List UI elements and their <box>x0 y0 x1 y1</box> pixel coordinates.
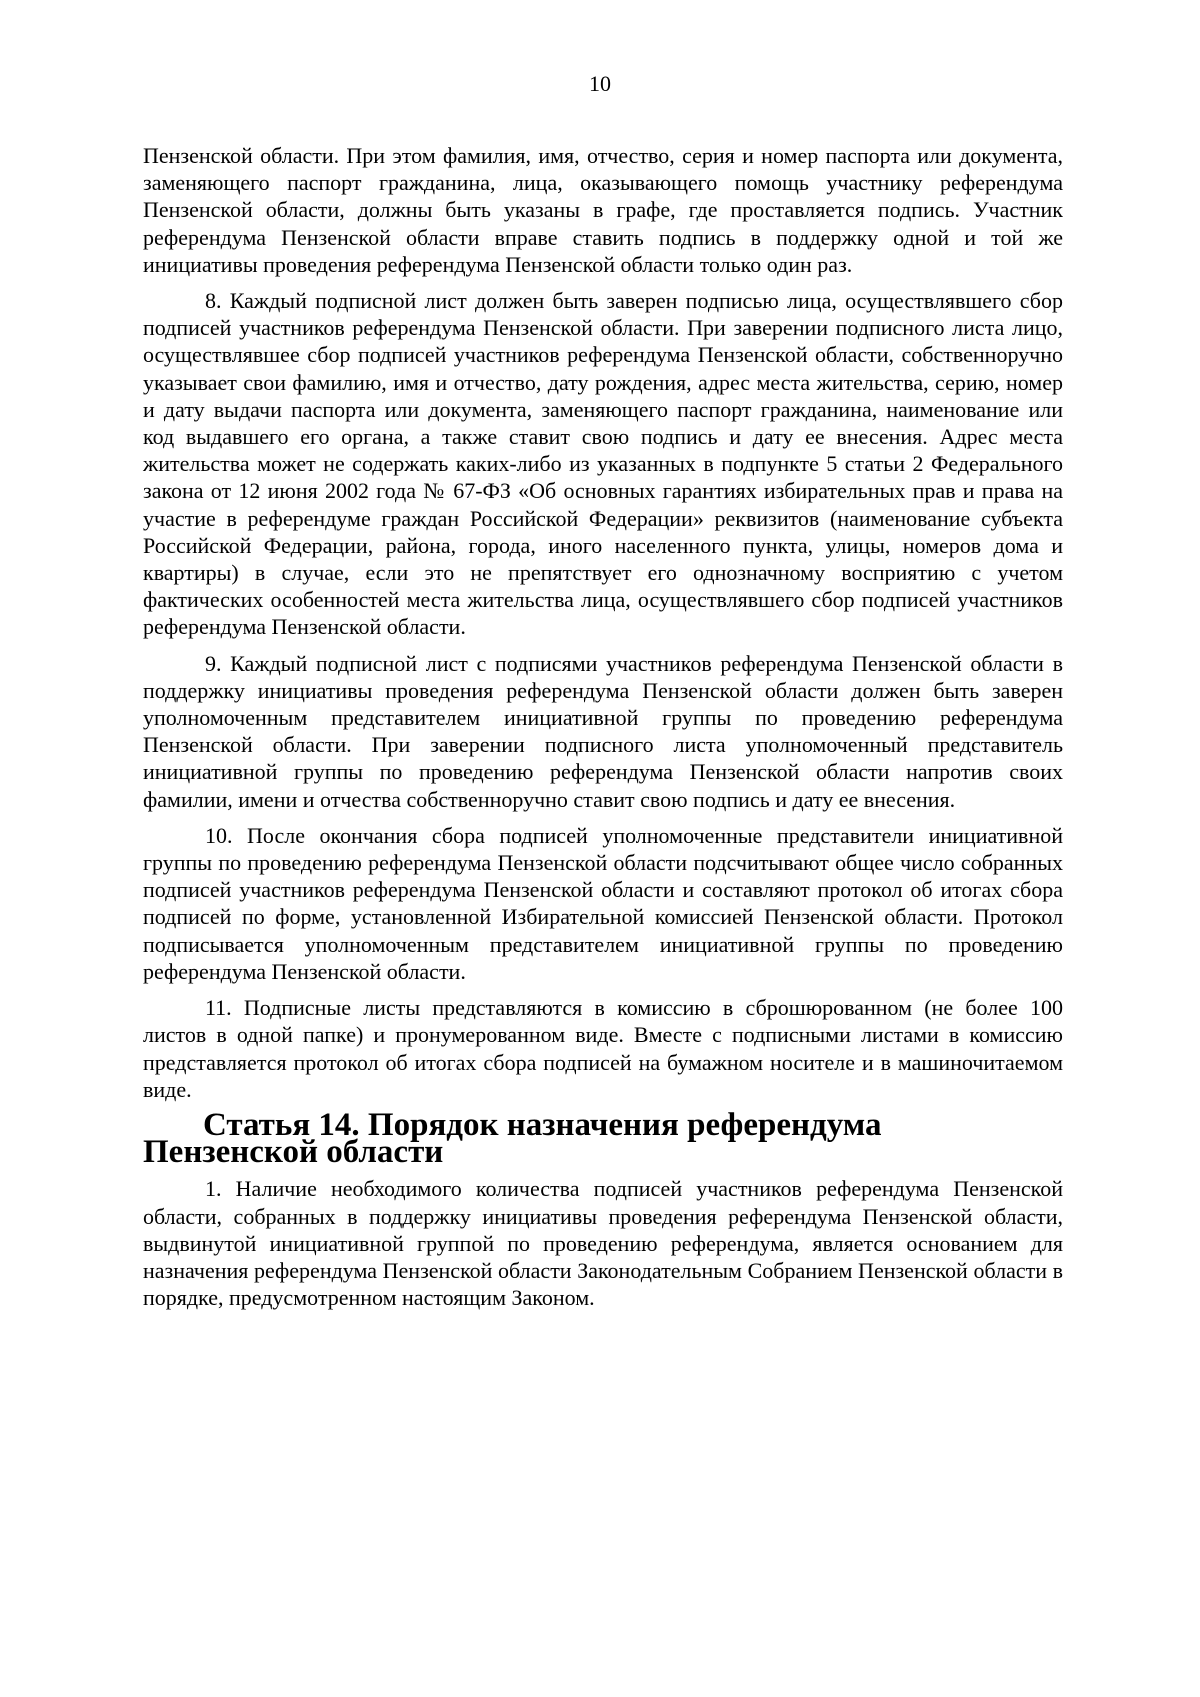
paragraph-item-9: 9. Каждый подписной лист с подписями участников референдума Пензенской области в поддержку инициативы проведения референдума Пензенской области должен быть заверен уполномоченным представителем инициативной группы по проведению референдума Пензенской области. При заверении подписного листа уполномоченный представитель инициативной группы по проведению референдума Пензенской области напротив своих фамилии, имени и отчества собственноручно ставит свою подпись и дату ее внесения. <box>143 650 1063 812</box>
paragraph-continuation: Пензенской области. При этом фамилия, имя, отчество, серия и номер паспорта или документа, заменяющего паспорт гражданина, лица, оказывающего помощь участнику референдума Пензенской области, должны быть указаны в графе, где проставляется подпись. Участник референдума Пензенской области вправе ставить подпись в поддержку одной и той же инициативы проведения референдума Пензенской области только один раз. <box>143 143 1063 277</box>
article-14-heading: Статья 14. Порядок назначения референдума Пензенской области <box>143 1106 882 1171</box>
document-body <box>143 142 1063 1311</box>
page-number: 10 <box>589 71 611 96</box>
paragraph-item-11: 11. Подписные листы представляются в комиссию в сброшюрованном (не более 100 листов в одной папке) и пронумерованном виде. Вместе с подписными листами в комиссию представляется протокол об итогах сбора подписей на бумажном носителе и в машиночитаемом виде. <box>143 995 1063 1102</box>
paragraph-item-8: 8. Каждый подписной лист должен быть заверен подписью лица, осуществлявшего сбор подписей участников референдума Пензенской области. При заверении подписного листа лицо, осуществлявшее сбор подписей участников референдума Пензенской области, собственноручно указывает свои фамилию, имя и отчество, дату рождения, адрес места жительства, серию, номер и дату выдачи паспорта или документа, заменяющего паспорт гражданина, наименование или код выдавшего его органа, а также ставит свою подпись и дату ее внесения. Адрес места жительства может не содержать каких-либо из указанных в подпункте 5 статьи 2 Федерального закона от 12 июня 2002 года № 67-ФЗ «Об основных гарантиях избирательных прав и права на участие в референдуме граждан Российской Федерации» реквизитов (наименование субъекта Российской Федерации, района, города, иного населенного пункта, улицы, номеров дома и квартиры) в случае, если это не препятствует его однозначному восприятию с учетом фактических особенностей места жительства лица, осуществлявшего сбор подписей участников референдума Пензенской области. <box>143 288 1063 640</box>
article-14-paragraph-1: 1. Наличие необходимого количества подписей участников референдума Пензенской области, собранных в поддержку инициативы проведения референдума Пензенской области, выдвинутой инициативной группой по проведению референдума, является основанием для назначения референдума Пензенской области Законодательным Собранием Пензенской области в порядке, предусмотренном настоящим Законом. <box>143 1176 1063 1311</box>
paragraph-item-10: 10. После окончания сбора подписей уполномоченные представители инициативной группы по проведению референдума Пензенской области подсчитывают общее число собранных подписей участников референдума Пензенской области и составляют протокол об итогах сбора подписей по форме, установленной Избирательной комиссией Пензенской области. Протокол подписывается уполномоченным представителем инициативной группы по проведению референдума Пензенской области. <box>143 822 1063 984</box>
